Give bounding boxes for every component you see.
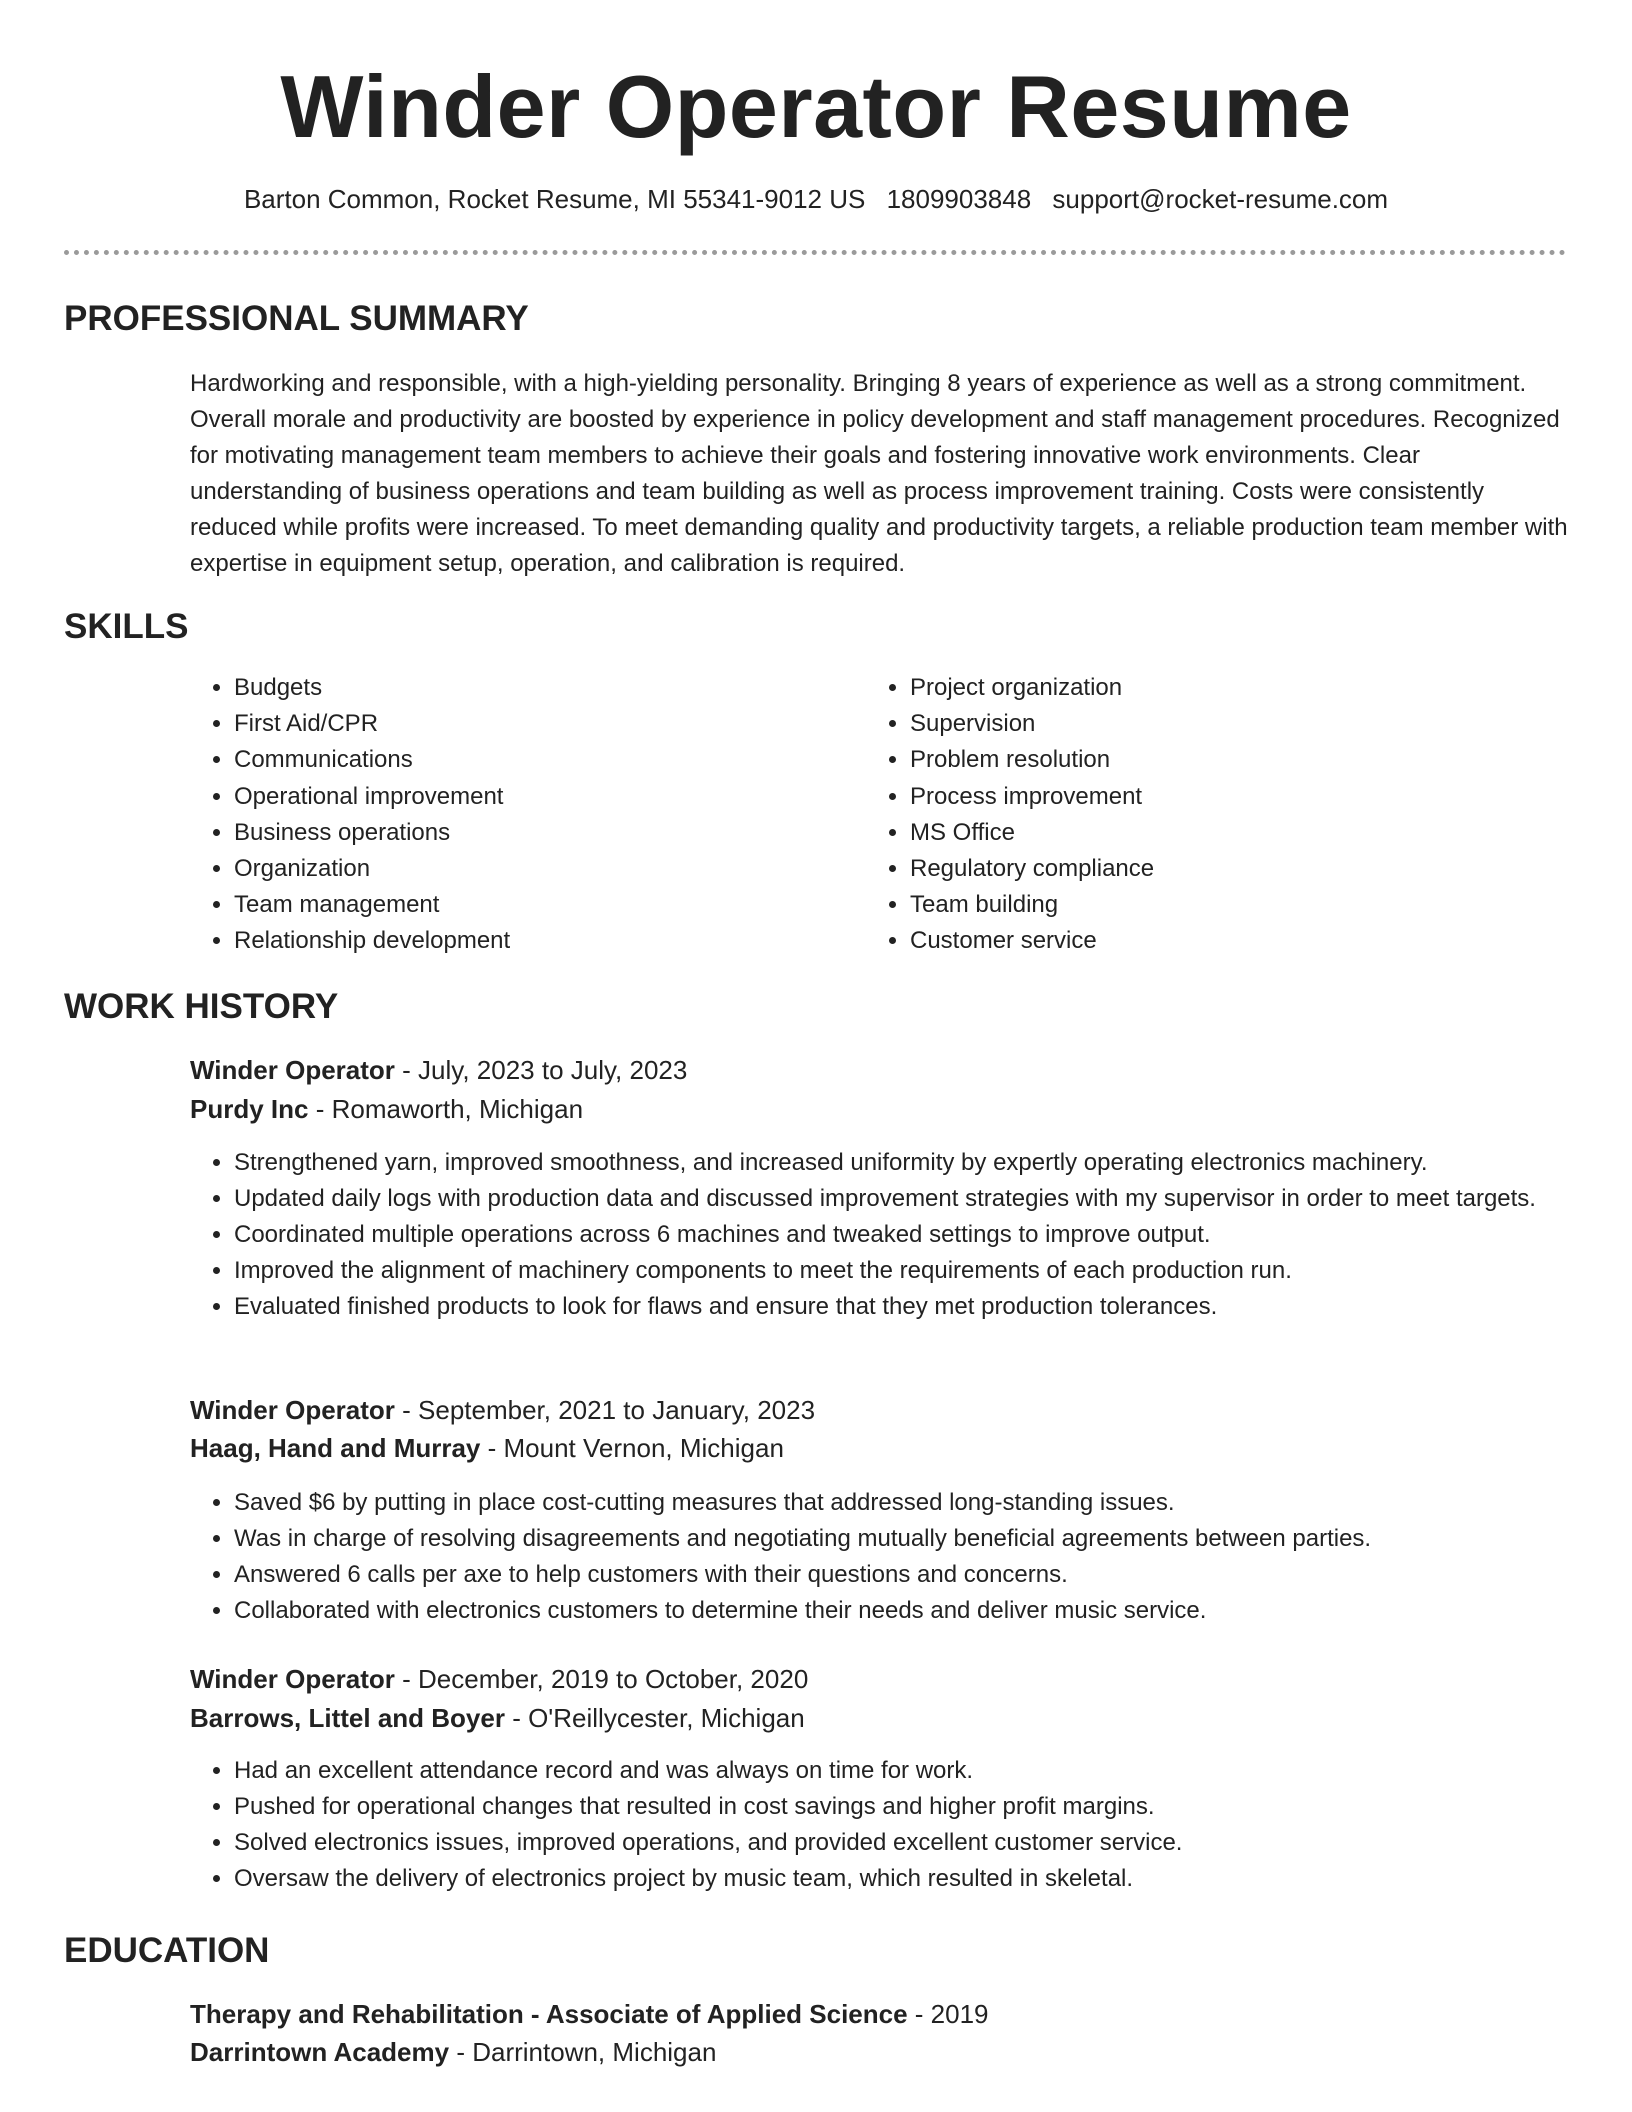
- contact-line: [0, 182, 1632, 216]
- summary-heading: PROFESSIONAL SUMMARY: [64, 299, 529, 338]
- education-heading: EDUCATION: [64, 1931, 270, 1970]
- job-bullet: • Updated daily logs with production data and discussed improvement strategies with my supervisor in order to meet targets.: [234, 1181, 1614, 1217]
- summary-text: Hardworking and responsible, with a high-yielding personality. Bringing 8 years of experience as well as a strong commitment. Overall morale and productivity are boosted by experience in policy development and staff management procedures. Recognized for motivating management team members to achieve their goals and fostering innovative work environments. Clear understanding of business operations and team building as well as process improvement training. Costs were consistently reduced while profits were increased. To meet demanding quality and productivity targets, a reliable production team member with expertise in equipment setup, operation, and calibration is required.: [190, 370, 1568, 577]
- job-bullets: [190, 1145, 1614, 1325]
- header-divider: [64, 250, 1566, 255]
- education-degree: Therapy and Rehabilitation - Associate of Applied Science: [190, 1999, 908, 2029]
- job-bullets: [190, 1485, 1614, 1629]
- education-degree-line: [190, 1996, 989, 2032]
- skill-item: • Operational improvement: [234, 779, 834, 815]
- skill-item: • First Aid/CPR: [234, 706, 834, 742]
- job-dates: - July, 2023 to July, 2023: [402, 1055, 688, 1085]
- job-dates: - December, 2019 to October, 2020: [402, 1664, 809, 1694]
- job-location: - O'Reillycester, Michigan: [512, 1703, 805, 1733]
- job-company-line: [190, 1091, 583, 1127]
- education-school: Darrintown Academy: [190, 2037, 450, 2067]
- education-school-line: [190, 2034, 716, 2070]
- skill-item: • MS Office: [910, 815, 1510, 851]
- job-bullet: • Strengthened yarn, improved smoothness, and increased uniformity by expertly operating electronics machinery.: [234, 1145, 1614, 1181]
- skill-item: • Project organization: [910, 670, 1510, 706]
- job-role: Winder Operator: [190, 1395, 395, 1425]
- job-bullet: • Was in charge of resolving disagreements and negotiating mutually beneficial agreements between parties.: [234, 1521, 1614, 1557]
- education-year: - 2019: [914, 1999, 989, 2029]
- job-location: - Romaworth, Michigan: [315, 1094, 584, 1124]
- skill-item: • Problem resolution: [910, 742, 1510, 778]
- job-company-line: [190, 1700, 805, 1736]
- skill-item: • Regulatory compliance: [910, 851, 1510, 887]
- skill-item: • Process improvement: [910, 779, 1510, 815]
- skill-item: • Team building: [910, 887, 1510, 923]
- skill-item: • Supervision: [910, 706, 1510, 742]
- job-dates: - September, 2021 to January, 2023: [402, 1395, 816, 1425]
- phone: 1809903848: [886, 184, 1032, 214]
- job-role: Winder Operator: [190, 1664, 395, 1694]
- skills-list-right: [866, 670, 1510, 960]
- job-role: Winder Operator: [190, 1055, 395, 1085]
- job-bullet: • Saved $6 by putting in place cost-cutting measures that addressed long-standing issues.: [234, 1485, 1614, 1521]
- skill-item: • Business operations: [234, 815, 834, 851]
- job-location: - Mount Vernon, Michigan: [487, 1433, 784, 1463]
- job-bullet: • Oversaw the delivery of electronics project by music team, which resulted in skeletal.: [234, 1861, 1614, 1897]
- job-bullet: • Answered 6 calls per axe to help customers with their questions and concerns.: [234, 1557, 1614, 1593]
- job-company: Purdy Inc: [190, 1094, 309, 1124]
- job-title-line: [190, 1052, 687, 1088]
- job-bullet: • Collaborated with electronics customers to determine their needs and deliver music service.: [234, 1593, 1614, 1629]
- email: support@rocket-resume.com: [1052, 184, 1389, 214]
- job-title-line: [190, 1392, 815, 1428]
- job-bullet: • Pushed for operational changes that resulted in cost savings and higher profit margins.: [234, 1789, 1614, 1825]
- job-company: Barrows, Littel and Boyer: [190, 1703, 505, 1733]
- skill-item: • Budgets: [234, 670, 834, 706]
- skill-item: • Customer service: [910, 923, 1510, 959]
- skill-item: • Relationship development: [234, 923, 834, 959]
- resume-title: Winder Operator Resume: [280, 57, 1352, 156]
- job-bullet: • Had an excellent attendance record and was always on time for work.: [234, 1753, 1614, 1789]
- job-bullet: • Coordinated multiple operations across 6 machines and tweaked settings to improve output.: [234, 1217, 1614, 1253]
- skill-item: • Communications: [234, 742, 834, 778]
- skill-item: • Organization: [234, 851, 834, 887]
- job-bullet: • Evaluated finished products to look for flaws and ensure that they met production tolerances.: [234, 1289, 1614, 1325]
- skills-list-left: [190, 670, 834, 960]
- job-company: Haag, Hand and Murray: [190, 1433, 481, 1463]
- job-title-line: [190, 1661, 808, 1697]
- work-history-heading: WORK HISTORY: [64, 987, 339, 1026]
- job-bullets: [190, 1753, 1614, 1897]
- education-location: - Darrintown, Michigan: [456, 2037, 717, 2067]
- skill-item: • Team management: [234, 887, 834, 923]
- job-bullet: • Improved the alignment of machinery components to meet the requirements of each production run.: [234, 1253, 1614, 1289]
- job-company-line: [190, 1430, 784, 1466]
- job-bullet: • Solved electronics issues, improved operations, and provided excellent customer service.: [234, 1825, 1614, 1861]
- skills-heading: SKILLS: [64, 607, 189, 646]
- address: Barton Common, Rocket Resume, MI 55341-9012 US: [243, 184, 866, 214]
